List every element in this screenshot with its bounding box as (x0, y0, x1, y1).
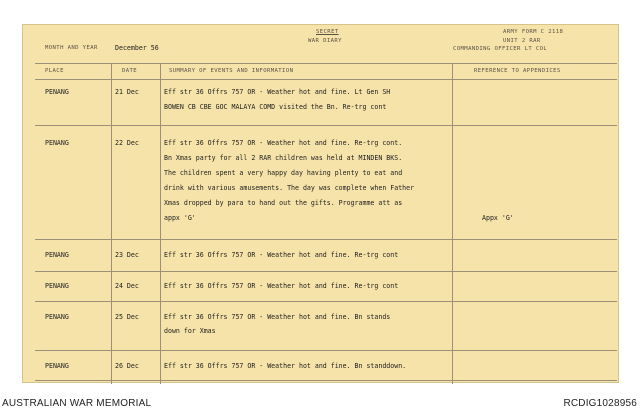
summary-line: down for Xmas (164, 327, 216, 335)
row-place: PENANG (45, 139, 69, 147)
row-date: 22 Dec (115, 139, 139, 147)
month-label: MONTH AND YEAR (45, 45, 98, 51)
row-place: PENANG (45, 88, 69, 96)
war-diary-sheet (22, 24, 619, 383)
column-header-date: DATE (122, 68, 138, 74)
summary-line: Eff str 36 Offrs 757 OR - Weather hot and fine. Bn stands (164, 313, 391, 321)
column-header-reference: REFERENCE TO APPENDICES (474, 68, 561, 74)
classification-label: SECRET (316, 29, 339, 35)
summary-line: appx 'G' (164, 214, 196, 222)
summary-line: Bn Xmas party for all 2 RAR children was held at MINDEN BKS. (164, 154, 403, 162)
summary-line: drink with various amusements. The day was complete when Father (164, 184, 415, 192)
appendix-reference: Appx 'G' (482, 214, 514, 222)
row-date: 24 Dec (115, 282, 139, 290)
row-date: 23 Dec (115, 251, 139, 259)
army-form-label: ARMY FORM C 2118 (503, 29, 564, 35)
table-top-rule (35, 63, 617, 64)
row-place: PENANG (45, 362, 69, 370)
row-divider (35, 271, 617, 272)
footer-right-label: RCDIG1028956 (563, 398, 637, 409)
row-divider (35, 380, 617, 381)
header-bottom-rule (35, 79, 617, 80)
row-place: PENANG (45, 313, 69, 321)
row-place: PENANG (45, 282, 69, 290)
row-divider (35, 350, 617, 351)
row-divider (35, 239, 617, 240)
summary-line: Eff str 36 Offrs 757 OR - Weather hot and fine. Re-trg cont (164, 251, 399, 259)
month-value: December 56 (115, 44, 159, 52)
commanding-officer-label: COMMANDING OFFICER LT COL (453, 46, 548, 52)
row-date: 25 Dec (115, 313, 139, 321)
summary-line: Xmas dropped by para to hand out the gifts. Programme att as (164, 199, 403, 207)
row-date: 21 Dec (115, 88, 139, 96)
column-divider-date (160, 63, 161, 384)
diary-title: WAR DIARY (308, 38, 342, 44)
column-divider-place (111, 63, 112, 384)
summary-line: Eff str 36 Offrs 757 OR - Weather hot and fine. Lt Gen SH (164, 88, 391, 96)
row-divider (35, 301, 617, 302)
summary-line: Eff str 36 Offrs 757 OR - Weather hot and fine. Re-trg cont (164, 282, 399, 290)
summary-line: Eff str 36 Offrs 757 OR - Weather hot and fine. Bn standdown. (164, 362, 407, 370)
column-header-summary: SUMMARY OF EVENTS AND INFORMATION (169, 68, 294, 74)
row-divider (35, 125, 617, 126)
summary-line: BOWEN CB CBE GOC MALAYA COMD visited the Bn. Re-trg cont (164, 103, 387, 111)
unit-label: UNIT 2 RAR (503, 38, 541, 44)
footer-left-label: AUSTRALIAN WAR MEMORIAL (2, 398, 152, 409)
row-place: PENANG (45, 251, 69, 259)
row-date: 26 Dec (115, 362, 139, 370)
column-divider-summary (452, 63, 453, 384)
summary-line: The children spent a very happy day having plenty to eat and (164, 169, 403, 177)
summary-line: Eff str 36 Offrs 757 OR - Weather hot and fine. Re-trg cont. (164, 139, 403, 147)
column-header-place: PLACE (45, 68, 64, 74)
